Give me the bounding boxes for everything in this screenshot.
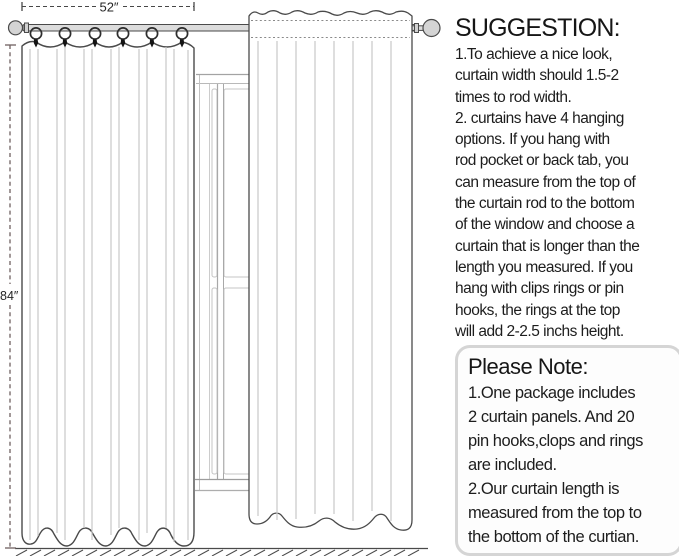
suggestion-line: times to rod width. — [455, 88, 572, 106]
note-line: the bottom of the curtian. — [468, 528, 639, 546]
width-measurement — [22, 0, 194, 15]
floor — [15, 549, 428, 556]
suggestion-line: curtain width should 1.5-2 — [455, 67, 619, 85]
note-line: 2 curtain panels. And 20 — [468, 408, 635, 426]
rod-width-label: 52″ — [99, 0, 119, 15]
suggestion-line: length you measured. If you — [455, 258, 633, 276]
please-note-box — [455, 345, 679, 556]
suggestion-line: options. If you hang with — [455, 131, 610, 149]
note-line: are included. — [468, 456, 557, 474]
note-line: 2.Our curtain length is — [468, 480, 620, 498]
note-line: pin hooks,clops and rings — [468, 432, 643, 450]
instruction-panel — [455, 0, 679, 556]
left-curtain-panel — [22, 42, 194, 547]
suggestion-line: the curtain rod to the bottom — [455, 195, 635, 213]
height-measurement — [0, 45, 19, 548]
suggestion-line: 2. curtains have 4 hanging — [455, 109, 624, 127]
rod-finial-right — [423, 20, 440, 37]
curtain-height-label: 84″ — [0, 289, 19, 303]
suggestion-line: will add 2-2.5 inchs height. — [455, 322, 624, 340]
suggestion-title: SUGGESTION: — [455, 14, 620, 42]
note-line: measured from the top to — [468, 504, 642, 522]
suggestion-line: rod pocket or back tab, you — [455, 152, 629, 170]
rod-finial-left — [9, 21, 23, 35]
suggestion-line: can measure from the top of — [455, 173, 636, 191]
suggestion-line: 1.To achieve a nice look, — [455, 46, 613, 63]
floor-hatching — [16, 550, 419, 556]
please-note-text — [468, 381, 679, 549]
note-line: 1.One package includes — [468, 384, 636, 402]
please-note-title: Please Note: — [468, 354, 588, 379]
suggestion-line: curtain that is longer than the — [455, 237, 640, 255]
suggestion-text — [455, 44, 679, 342]
suggestion-line: of the window and choose a — [455, 216, 635, 234]
rod-collar-right — [415, 24, 419, 33]
suggestion-line: hang with clips rings or pin — [455, 280, 624, 298]
right-curtain-panel — [249, 11, 412, 530]
suggestion-line: hooks, the rings at the top — [455, 301, 620, 319]
rod-collar-left — [25, 23, 29, 33]
